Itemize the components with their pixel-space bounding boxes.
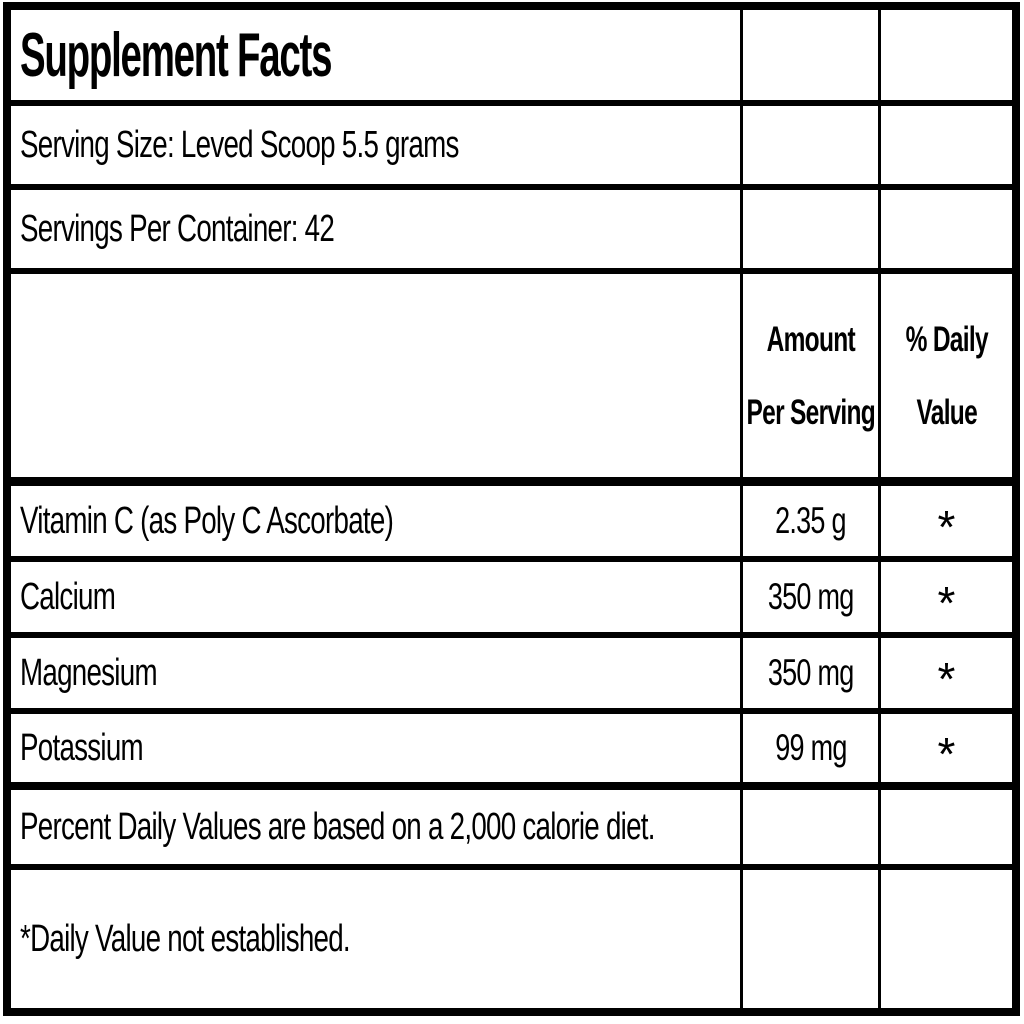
daily-value-header-cell — [878, 274, 1012, 477]
nutrient-amount-cell — [740, 486, 878, 556]
servings-per-container-row — [11, 190, 1012, 274]
nutrient-name: Potassium — [20, 726, 143, 769]
nutrient-amount: 350 mg — [767, 652, 854, 693]
nutrient-amount: 99 mg — [774, 727, 847, 768]
daily-values-note-row — [11, 790, 1012, 870]
title-cell — [11, 10, 740, 100]
daily-values-note-text: Percent Daily Values are based on a 2,000 calorie diet. — [20, 805, 655, 848]
nutrient-name-cell — [11, 562, 740, 632]
empty-cell — [740, 190, 878, 268]
supplement-facts-table — [3, 2, 1020, 1016]
empty-cell — [878, 790, 1012, 864]
daily-value-header-line2: Value — [916, 392, 977, 432]
nutrient-name: Magnesium — [20, 651, 157, 694]
nutrient-amount-cell — [740, 638, 878, 708]
nutrient-daily-value-cell — [878, 562, 1012, 632]
amount-header-line2: Per Serving — [746, 392, 875, 432]
column-header-row — [11, 274, 1012, 486]
table-row-vitamin-c — [11, 486, 1012, 562]
empty-cell — [878, 106, 1012, 184]
asterisk-note-row — [11, 870, 1012, 1008]
page-title: Supplement Facts — [20, 20, 332, 90]
asterisk-note-cell — [11, 870, 740, 1008]
nutrient-amount: 350 mg — [767, 576, 854, 617]
title-row — [11, 10, 1012, 106]
serving-size-cell — [11, 106, 740, 184]
nutrient-amount-cell — [740, 562, 878, 632]
daily-value-asterisk: * — [937, 728, 956, 780]
nutrient-amount: 2.35 g — [775, 500, 846, 541]
nutrient-name: Vitamin C (as Poly C Ascorbate) — [20, 499, 394, 542]
nutrient-daily-value-cell — [878, 714, 1012, 782]
daily-value-header — [905, 303, 987, 449]
empty-cell — [878, 190, 1012, 268]
nutrient-name-cell — [11, 486, 740, 556]
daily-value-asterisk: * — [937, 653, 956, 705]
nutrient-name-cell — [11, 638, 740, 708]
serving-size-row — [11, 106, 1012, 190]
empty-cell — [740, 10, 878, 100]
daily-value-asterisk: * — [937, 501, 956, 553]
table-row-calcium — [11, 562, 1012, 638]
nutrient-name-cell — [11, 714, 740, 782]
empty-cell — [878, 870, 1012, 1008]
daily-value-header-line1: % Daily — [905, 319, 988, 359]
serving-size-text: Serving Size: Leved Scoop 5.5 grams — [20, 123, 459, 166]
nutrient-name: Calcium — [20, 575, 116, 618]
servings-per-container-text: Servings Per Container: 42 — [20, 207, 335, 250]
empty-cell — [740, 106, 878, 184]
asterisk-note-text: *Daily Value not established. — [20, 917, 350, 960]
empty-cell — [878, 10, 1012, 100]
amount-per-serving-header-cell — [740, 274, 878, 477]
nutrient-daily-value-cell — [878, 638, 1012, 708]
amount-per-serving-header — [746, 303, 874, 449]
nutrient-amount-cell — [740, 714, 878, 782]
amount-header-line1: Amount — [766, 319, 855, 359]
empty-cell — [740, 790, 878, 864]
empty-cell — [740, 870, 878, 1008]
table-row-potassium — [11, 714, 1012, 790]
table-row-magnesium — [11, 638, 1012, 714]
nutrient-daily-value-cell — [878, 486, 1012, 556]
servings-per-container-cell — [11, 190, 740, 268]
daily-values-note-cell — [11, 790, 740, 864]
daily-value-asterisk: * — [937, 577, 956, 629]
empty-cell — [11, 274, 740, 477]
